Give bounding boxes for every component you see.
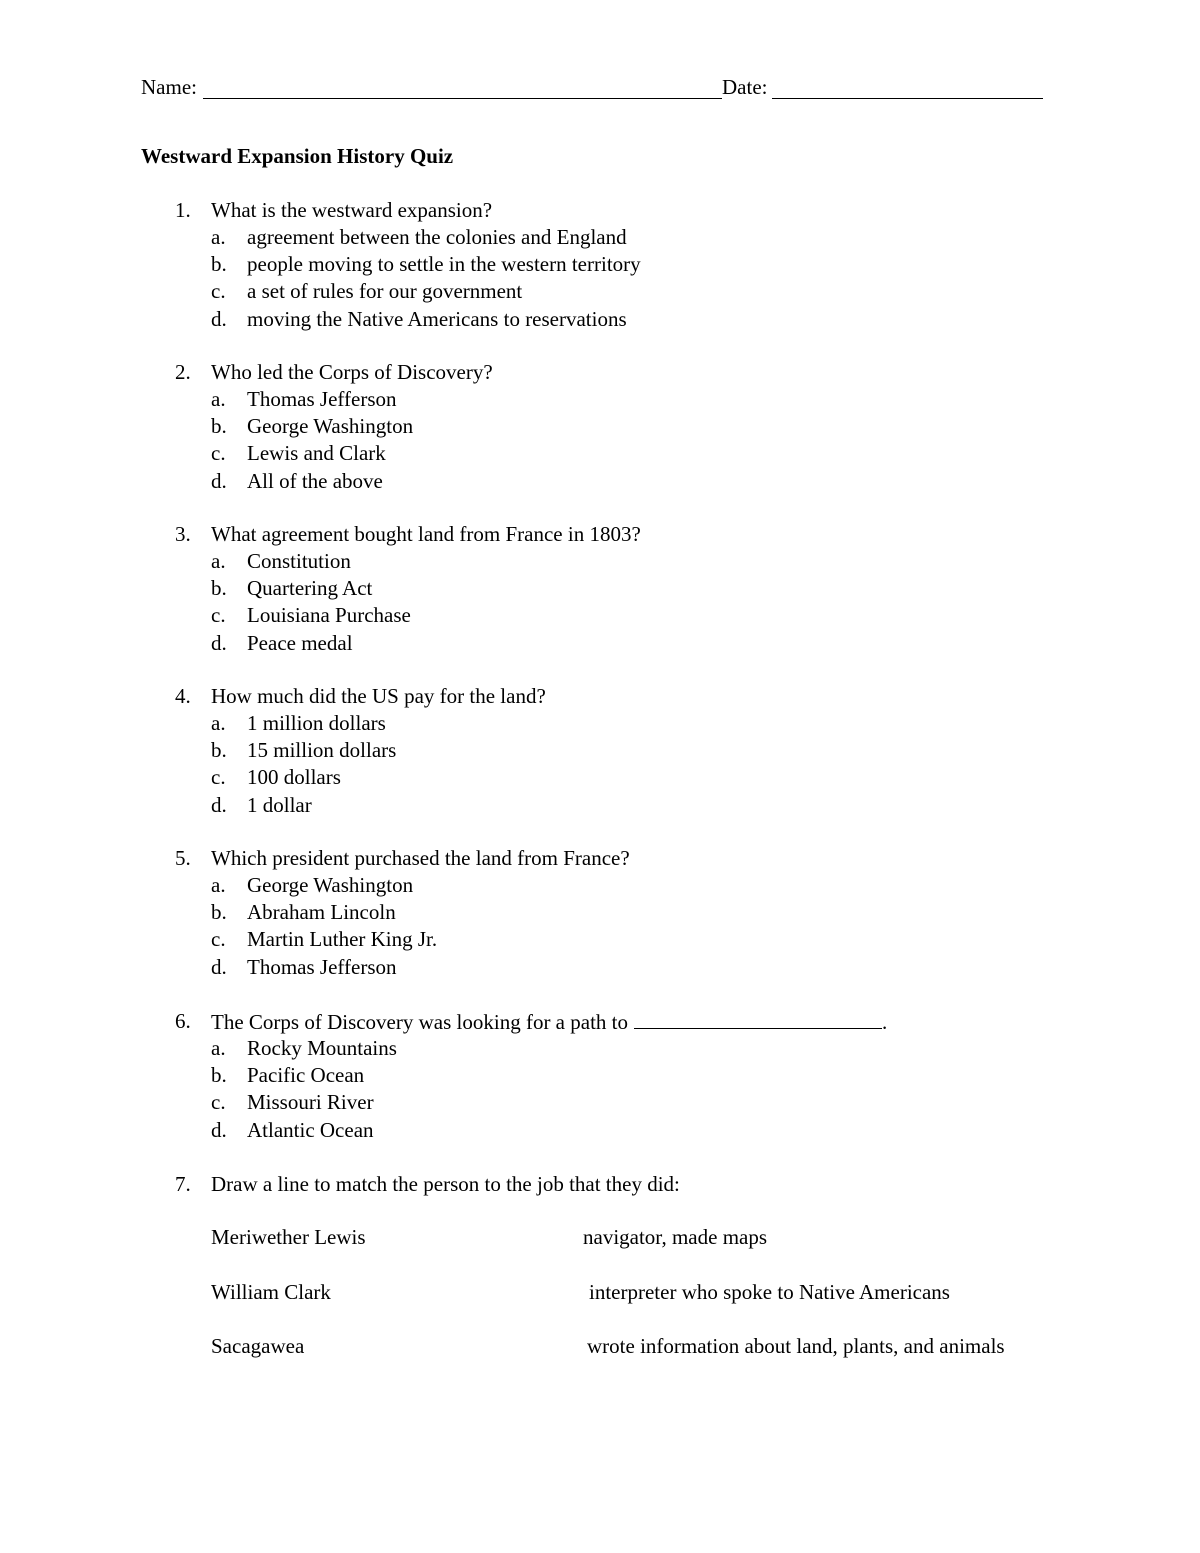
option-text: Constitution (247, 549, 351, 573)
option (141, 954, 1081, 981)
option (141, 630, 1081, 657)
option (141, 1117, 1081, 1144)
option (141, 602, 1081, 629)
option-text: Abraham Lincoln (247, 900, 396, 925)
question-number: 6. (175, 1009, 191, 1033)
option (141, 386, 1081, 413)
match-job-1: navigator, made maps (583, 1225, 768, 1249)
question-text: Who led the Corps of Discovery? (211, 360, 493, 384)
option-letter: d. (211, 306, 227, 331)
option-letter: d. (211, 954, 227, 979)
option-text: 15 million dollars (247, 738, 397, 763)
option-letter: a. (211, 387, 226, 411)
option-text: a set of rules for our government (247, 279, 523, 304)
option-text: 1 dollar (247, 792, 312, 817)
option (141, 251, 1081, 278)
option (141, 872, 1081, 899)
option (141, 764, 1081, 791)
name-label: Name: (141, 75, 197, 99)
date-blank-line (772, 98, 1043, 99)
option (141, 899, 1081, 926)
option (141, 440, 1081, 467)
option (141, 1089, 1081, 1116)
option-letter: c. (211, 441, 226, 466)
option-text: Martin Luther King Jr. (247, 927, 438, 952)
question-text: How much did the US pay for the land? (211, 684, 546, 708)
option (141, 1062, 1081, 1089)
question-text: Draw a line to match the person to the job that they did: (211, 1172, 680, 1196)
match-job-3: wrote information about land, plants, and animals (587, 1334, 1005, 1358)
option-text: people moving to settle in the western territory (247, 252, 641, 277)
question-7 (141, 1171, 1081, 1198)
option-text: Thomas Jefferson (247, 387, 397, 411)
option-text: Missouri River (247, 1090, 374, 1115)
option-letter: c. (211, 927, 226, 952)
question-number: 7. (175, 1172, 191, 1196)
question-text-wrapper (211, 1008, 887, 1036)
option-letter: d. (211, 792, 227, 817)
option-letter: d. (211, 1117, 227, 1142)
option-text: George Washington (247, 414, 414, 439)
option-letter: a. (211, 225, 226, 249)
option-letter: b. (211, 414, 227, 439)
match-person-3: Sacagawea (211, 1334, 305, 1358)
option-letter: b. (211, 900, 227, 925)
option-text: Peace medal (247, 630, 353, 655)
option-letter: b. (211, 576, 227, 601)
name-blank-line (203, 98, 722, 99)
match-person-1: Meriwether Lewis (211, 1225, 366, 1249)
option (141, 468, 1081, 495)
option-letter: d. (211, 468, 227, 493)
option-letter: a. (211, 1036, 226, 1060)
option (141, 548, 1081, 575)
option-letter: c. (211, 603, 226, 628)
question-text: Which president purchased the land from France? (211, 846, 630, 870)
fill-in-blank-line (634, 1008, 882, 1029)
option (141, 224, 1081, 251)
option-letter: b. (211, 1063, 227, 1088)
option (141, 575, 1081, 602)
question-1 (141, 197, 1081, 333)
option-text: moving the Native Americans to reservations (247, 306, 627, 331)
option-letter: b. (211, 252, 227, 277)
option-text: George Washington (247, 873, 414, 897)
question-text: What agreement bought land from France in 1803? (211, 522, 641, 546)
question-number: 2. (175, 360, 191, 384)
question-4 (141, 683, 1081, 819)
option-letter: c. (211, 1090, 226, 1115)
question-5 (141, 845, 1081, 981)
option (141, 710, 1081, 737)
question-text: What is the westward expansion? (211, 198, 493, 222)
option-letter: c. (211, 279, 226, 304)
option (141, 306, 1081, 333)
question-number: 4. (175, 684, 191, 708)
option (141, 1035, 1081, 1062)
option-text: Rocky Mountains (247, 1036, 397, 1060)
question-number: 3. (175, 522, 191, 546)
question-3 (141, 521, 1081, 657)
match-job-2: interpreter who spoke to Native Americans (589, 1280, 950, 1304)
option-text: Thomas Jefferson (247, 954, 397, 979)
question-6 (141, 1008, 1081, 1144)
option-letter: a. (211, 711, 226, 735)
option-letter: a. (211, 549, 226, 573)
quiz-title: Westward Expansion History Quiz (141, 144, 454, 168)
option (141, 926, 1081, 953)
option (141, 792, 1081, 819)
option-text: Quartering Act (247, 576, 373, 601)
option-text: agreement between the colonies and England (247, 225, 627, 249)
option-letter: b. (211, 738, 227, 763)
option-text: All of the above (247, 468, 383, 493)
header-row (141, 73, 1046, 101)
option (141, 737, 1081, 764)
option-text: Louisiana Purchase (247, 603, 411, 628)
question-2 (141, 359, 1081, 495)
option-letter: a. (211, 873, 226, 897)
option (141, 413, 1081, 440)
option-text: Pacific Ocean (247, 1063, 365, 1088)
date-label: Date: (722, 75, 768, 99)
option-text: 1 million dollars (247, 711, 386, 735)
question-text-end: . (882, 1010, 888, 1034)
question-number: 1. (175, 198, 191, 222)
question-text: The Corps of Discovery was looking for a path to (211, 1010, 628, 1034)
option-letter: c. (211, 765, 226, 790)
option-letter: d. (211, 630, 227, 655)
option-text: 100 dollars (247, 765, 341, 790)
option-text: Atlantic Ocean (247, 1117, 374, 1142)
question-number: 5. (175, 846, 191, 870)
option (141, 278, 1081, 305)
option-text: Lewis and Clark (247, 441, 386, 466)
match-person-2: William Clark (211, 1280, 331, 1304)
